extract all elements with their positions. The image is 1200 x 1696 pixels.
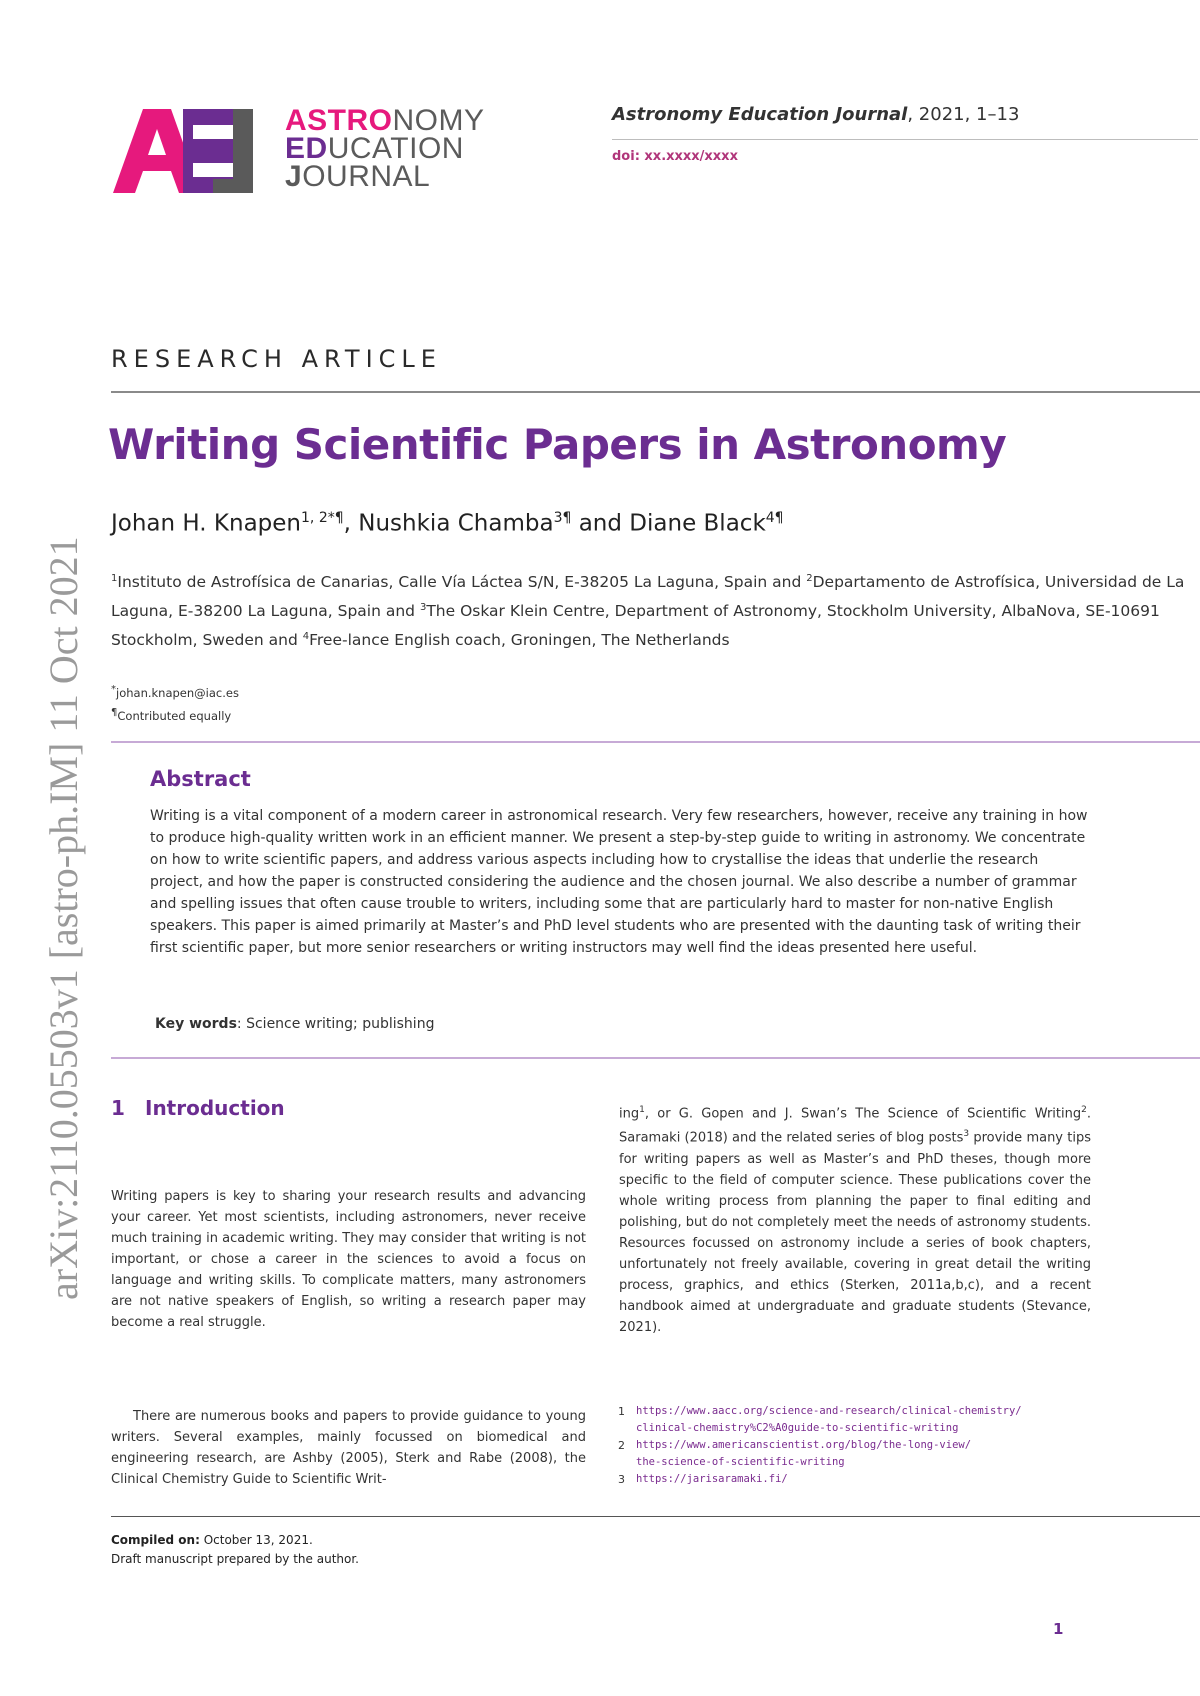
footer-divider [111, 1516, 1200, 1517]
abstract-top-divider [111, 741, 1200, 743]
intro-paragraph-1: Writing papers is key to sharing your research results and advancing your career. Yet most scientists, including astronomers, never receive much training in academic writing. They may consider that writing is not important, or chose a career in the sciences to avoid a focus on language and writing skills. To complicate matters, many astronomers are not native speakers of English, so writing a research paper may become a real struggle. [111, 1189, 586, 1330]
keywords-text: : Science writing; publishing [236, 1016, 435, 1032]
footnote-link[interactable]: https://jarisaramaki.fi/ [636, 1473, 788, 1485]
author-affiliation-marker: 4¶ [765, 510, 784, 526]
section-number: 1 [111, 1096, 125, 1120]
footnote: 2 https://www.americanscientist.org/blog/the-long-view/ the-science-of-scientific-writing [618, 1437, 1022, 1471]
aej-logo-mark [113, 109, 268, 193]
author-name: Johan H. Knapen [111, 510, 302, 537]
author-name: Nushkia Chamba [358, 510, 554, 537]
abstract-heading: Abstract [150, 767, 251, 791]
affiliations: $^1$Instituto de Astrofísica de Canarias, Calle Vía Láctea S/N, E-38205 La Laguna, Spain and $^2$Departamento de Astrofísica, Universidad de La Laguna, E-38200 La Laguna, Spain and $^3$The Oskar Klein Centre, Department of Astronomy, Stockholm University, AlbaNova, SE-10691 Stockholm, Sweden and $^4$Free-lance English coach, Groningen, The Netherlands [111, 573, 1185, 650]
corresponding-email[interactable]: johan.knapen@iac.es [116, 685, 239, 700]
footnote-link[interactable]: https://www.americanscientist.org/blog/the-long-view/ the-science-of-scientific-writing [636, 1439, 972, 1468]
author-list: Johan H. Knapen$^{1, 2*\P}$, Nushkia Chamba$^{3\P}$ and Diane Black$^{4\P}$ [111, 510, 784, 537]
intro-paragraph-2: There are numerous books and papers to provide guidance to young writers. Several examples, mainly focussed on biomedical and engineering research, are Ashby (2005), Sterk and Rabe (2008), the Clinical Chemistry Guide to Scientific Writ- [111, 1409, 586, 1487]
section-heading [111, 1096, 285, 1120]
author-notes [111, 680, 239, 726]
compiled-label: Compiled on: [111, 1533, 200, 1547]
footnote: 1 https://www.aacc.org/science-and-research/clinical-chemistry/ clinical-chemistry%C2%A0guide-to-scientific-writing [618, 1403, 1022, 1437]
author-name: Diane Black [629, 510, 766, 537]
footnote-marker[interactable]: 1 [639, 1105, 645, 1115]
abstract-bottom-divider [111, 1057, 1200, 1059]
corresponding-email-note: *johan.knapen@iac.es [111, 684, 239, 700]
intro-paragraph-2-continued: ing$^1$, or G. Gopen and J. Swan’s The Science of Scientific Writing$^2$. Saramaki (2018) and the related series of blog posts$^3$ provide many tips for writing papers as well as Master’s and PhD theses, though more specific to the field of computer science. These publications cover the whole writing process from planning the paper to final editing and polishing, but do not completely meet the needs of astronomy students. Resources focussed on astronomy include a series of book chapters, unfortunately not freely available, covering in great detail the writing process, graphics, and ethics (Sterken, 2011a,b,c), and a recent handbook aimed at undergraduate and graduate students (Stevance, 2021). [619, 1105, 1091, 1335]
abstract-text: Writing is a vital component of a modern career in astronomical research. Very few researchers, however, receive any training in how to produce high-quality written work in an efficient manner. We present a step-by-step guide to writing in astronomy. We concentrate on how to write scientific papers, and address various aspects including how to crystallise the ideas that underlie the research project, and how the paper is constructed considering the audience and the chosen journal. We also describe a number of grammar and spelling issues that often cause trouble to writers, including some that are particularly hard to master for non-native English speakers. This paper is aimed primarily at Master’s and PhD level students who are presented with the daunting task of writing their first scientific paper, but more senior researchers or writing instructors may well find the ideas presented here useful. [150, 808, 1088, 956]
arxiv-identifier-stamp: arXiv:2110.05503v1 [astro-ph.IM] 11 Oct 2021 [41, 536, 86, 1300]
keywords [155, 1016, 434, 1032]
keywords-label: Key words [155, 1016, 237, 1032]
section-title: Introduction [145, 1096, 285, 1120]
page-number: 1 [1053, 1620, 1064, 1638]
journal-details: , 2021, 1–13 [907, 104, 1020, 125]
doi-link[interactable]: doi: xx.xxxx/xxxx [612, 149, 738, 164]
abstract-section [150, 767, 1095, 959]
footnote: 3 https://jarisaramaki.fi/ [618, 1473, 788, 1486]
author-affiliation-marker: 1, 2*¶ [301, 510, 344, 526]
header-divider [612, 139, 1198, 140]
paper-title: Writing Scientific Papers in Astronomy [108, 420, 1007, 469]
journal-name: Astronomy Education Journal [612, 104, 908, 125]
author-affiliation-marker: 3¶ [553, 510, 572, 526]
footnote-marker[interactable]: 2 [1081, 1105, 1087, 1115]
contribution-note: ¶Contributed equally [111, 706, 232, 723]
draft-note: Draft manuscript prepared by the author. [111, 1552, 359, 1566]
journal-citation [612, 104, 1019, 125]
compiled-date: October 13, 2021. [199, 1533, 313, 1547]
footnote-marker[interactable]: 3 [963, 1129, 970, 1140]
page-footer [111, 1531, 359, 1569]
logo-wordmark: ASTRONOMY EDUCATION JOURNAL [285, 104, 485, 193]
footnotes [618, 1403, 1022, 1488]
article-type-divider [111, 391, 1200, 393]
article-type-label: RESEARCH ARTICLE [111, 345, 442, 373]
journal-logo [113, 104, 508, 197]
footnote-link[interactable]: https://www.aacc.org/science-and-research/clinical-chemistry/ clinical-chemistry%C2%A0guide-to-scientific-writing [636, 1405, 1022, 1434]
